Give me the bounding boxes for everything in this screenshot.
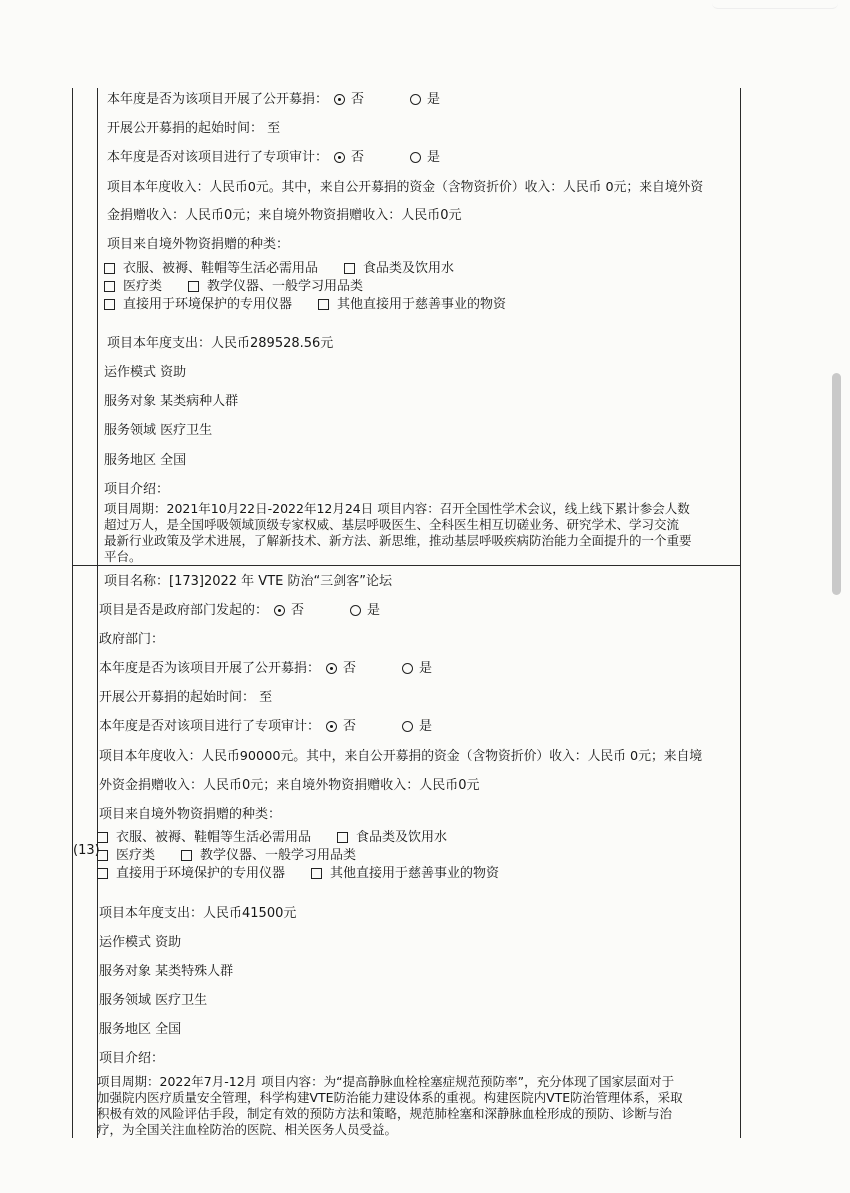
checkbox-other[interactable] <box>318 299 329 310</box>
intro-line-2: 加强院内医疗质量安全管理，科学构建VTE防治能力建设体系的重视。构建医院内VTE防治管理体系，采取 <box>97 1090 683 1105</box>
service-region: 服务地区 全国 <box>99 1022 182 1037</box>
question-label: 本年度是否对该项目进行了专项审计： <box>107 150 329 165</box>
checkbox-label: 其他直接用于慈善事业的物资 <box>330 866 500 881</box>
expense: 项目本年度支出：人民币289528.56元 <box>107 336 334 351</box>
checkbox-label: 食品类及饮用水 <box>356 830 448 845</box>
project-name: 项目名称：[173]2022 年 VTE 防治“三剑客”论坛 <box>104 574 392 589</box>
table-border-right <box>740 88 741 1138</box>
question-label: 本年度是否为该项目开展了公开募捐： <box>99 661 321 676</box>
donation-types-label: 项目来自境外物资捐赠的种类： <box>107 237 290 252</box>
table-border-inner <box>97 88 98 1138</box>
service-region: 服务地区 全国 <box>104 453 187 468</box>
intro-line-1: 项目周期：2021年10月22日-2022年12月24日 项目内容：召开全国性学术会议，线上线下累计参会人数 <box>104 501 690 516</box>
question-label: 项目是否是政府部门发起的： <box>99 603 269 618</box>
checkbox-row-3 <box>104 297 506 313</box>
public-fundraise-question <box>107 92 440 108</box>
income-line-1: 项目本年度收入：人民币90000元。其中，来自公开募捐的资金（含物资折价）收入：人民币 0元；来自境 <box>99 749 703 764</box>
intro-line-3: 最新行业政策及学术进展，了解新技术、新方法、新思维，推动基层呼吸疾病防治能力全面提升的一个重要 <box>104 533 692 548</box>
row-number: (13) <box>73 843 100 858</box>
checkbox-teaching[interactable] <box>188 281 199 292</box>
option-yes-label: 是 <box>367 603 381 618</box>
checkbox-label: 其他直接用于慈善事业的物资 <box>337 297 507 312</box>
gov-initiated-question <box>99 603 380 619</box>
option-no-label: 否 <box>291 603 305 618</box>
checkbox-other[interactable] <box>311 868 322 879</box>
checkbox-label: 教学仪器、一般学习用品类 <box>207 279 364 294</box>
checkbox-label: 食品类及饮用水 <box>363 261 455 276</box>
checkbox-teaching[interactable] <box>181 850 192 861</box>
checkbox-label: 医疗类 <box>116 848 156 863</box>
row-divider <box>72 565 741 566</box>
checkbox-label: 直接用于环境保护的专用仪器 <box>123 297 293 312</box>
service-target: 服务对象 某类特殊人群 <box>99 964 234 979</box>
radio-yes[interactable] <box>402 721 413 732</box>
intro-line-3: 积极有效的风险评估手段，制定有效的预防方法和策略，规范肺栓塞和深静脉血栓形成的预防、诊断与治 <box>97 1106 673 1121</box>
operation-mode: 运作模式 资助 <box>99 935 182 950</box>
checkbox-medical[interactable] <box>104 281 115 292</box>
checkbox-env[interactable] <box>97 868 108 879</box>
checkbox-food[interactable] <box>337 832 348 843</box>
intro-line-1: 项目周期：2022年7月-12月 项目内容：为“提高静脉血栓栓塞症规范预防率”，充分体现了国家层面对于 <box>97 1074 675 1089</box>
audit-question <box>107 150 440 166</box>
service-target: 服务对象 某类病种人群 <box>104 394 239 409</box>
radio-yes[interactable] <box>402 663 413 674</box>
operation-mode: 运作模式 资助 <box>104 365 187 380</box>
intro-line-4: 平台。 <box>104 549 142 564</box>
service-field: 服务领域 医疗卫生 <box>104 423 213 438</box>
checkbox-row-3 <box>97 866 499 882</box>
intro-line-4: 疗，为全国关注血栓防治的医院、相关医务人员受益。 <box>97 1122 398 1137</box>
radio-no[interactable] <box>326 663 337 674</box>
public-fundraise-question <box>99 661 432 677</box>
fundraise-time: 开展公开募捐的起始时间： 至 <box>107 121 281 136</box>
intro-label: 项目介绍： <box>99 1051 165 1066</box>
checkbox-label: 教学仪器、一般学习用品类 <box>200 848 357 863</box>
radio-no[interactable] <box>334 152 345 163</box>
option-yes-label: 是 <box>427 92 441 107</box>
intro-label: 项目介绍： <box>104 482 170 497</box>
checkbox-row-2 <box>97 848 356 864</box>
option-yes-label: 是 <box>419 719 433 734</box>
gov-department: 政府部门： <box>99 632 165 647</box>
checkbox-row-2 <box>104 279 363 295</box>
question-label: 本年度是否为该项目开展了公开募捐： <box>107 92 329 107</box>
radio-no[interactable] <box>334 94 345 105</box>
checkbox-env[interactable] <box>104 299 115 310</box>
checkbox-row-1 <box>104 261 454 277</box>
intro-line-2: 超过万人，是全国呼吸领域顶级专家权威、基层呼吸医生、全科医生相互切磋业务、研究学术、学习交流 <box>104 517 680 532</box>
vertical-scrollbar[interactable] <box>832 373 841 595</box>
radio-yes[interactable] <box>410 94 421 105</box>
question-label: 本年度是否对该项目进行了专项审计： <box>99 719 321 734</box>
checkbox-food[interactable] <box>344 263 355 274</box>
income-line-2: 外资金捐赠收入：人民币0元；来自境外物资捐赠收入：人民币0元 <box>99 778 480 793</box>
checkbox-label: 直接用于环境保护的专用仪器 <box>116 866 286 881</box>
option-no-label: 否 <box>351 150 365 165</box>
option-no-label: 否 <box>351 92 365 107</box>
checkbox-row-1 <box>97 830 447 846</box>
radio-yes[interactable] <box>350 605 361 616</box>
checkbox-clothing[interactable] <box>104 263 115 274</box>
table-border-left <box>72 88 73 1138</box>
option-yes-label: 是 <box>427 150 441 165</box>
donation-types-label: 项目来自境外物资捐赠的种类： <box>99 807 282 822</box>
income-line-1: 项目本年度收入：人民币0元。其中，来自公开募捐的资金（含物资折价）收入：人民币 0元；来自境外资 <box>107 180 704 195</box>
audit-question <box>99 719 432 735</box>
fundraise-time: 开展公开募捐的起始时间： 至 <box>99 690 273 705</box>
checkbox-label: 衣服、被褥、鞋帽等生活必需用品 <box>123 261 319 276</box>
radio-no[interactable] <box>274 605 285 616</box>
radio-no[interactable] <box>326 721 337 732</box>
checkbox-medical[interactable] <box>97 850 108 861</box>
option-no-label: 否 <box>343 661 357 676</box>
option-no-label: 否 <box>343 719 357 734</box>
income-line-2: 金捐赠收入：人民币0元；来自境外物资捐赠收入：人民币0元 <box>107 208 462 223</box>
checkbox-label: 衣服、被褥、鞋帽等生活必需用品 <box>116 830 312 845</box>
option-yes-label: 是 <box>419 661 433 676</box>
top-edge-mark <box>712 0 838 9</box>
service-field: 服务领域 医疗卫生 <box>99 993 208 1008</box>
checkbox-clothing[interactable] <box>97 832 108 843</box>
radio-yes[interactable] <box>410 152 421 163</box>
expense: 项目本年度支出：人民币41500元 <box>99 906 297 921</box>
checkbox-label: 医疗类 <box>123 279 163 294</box>
